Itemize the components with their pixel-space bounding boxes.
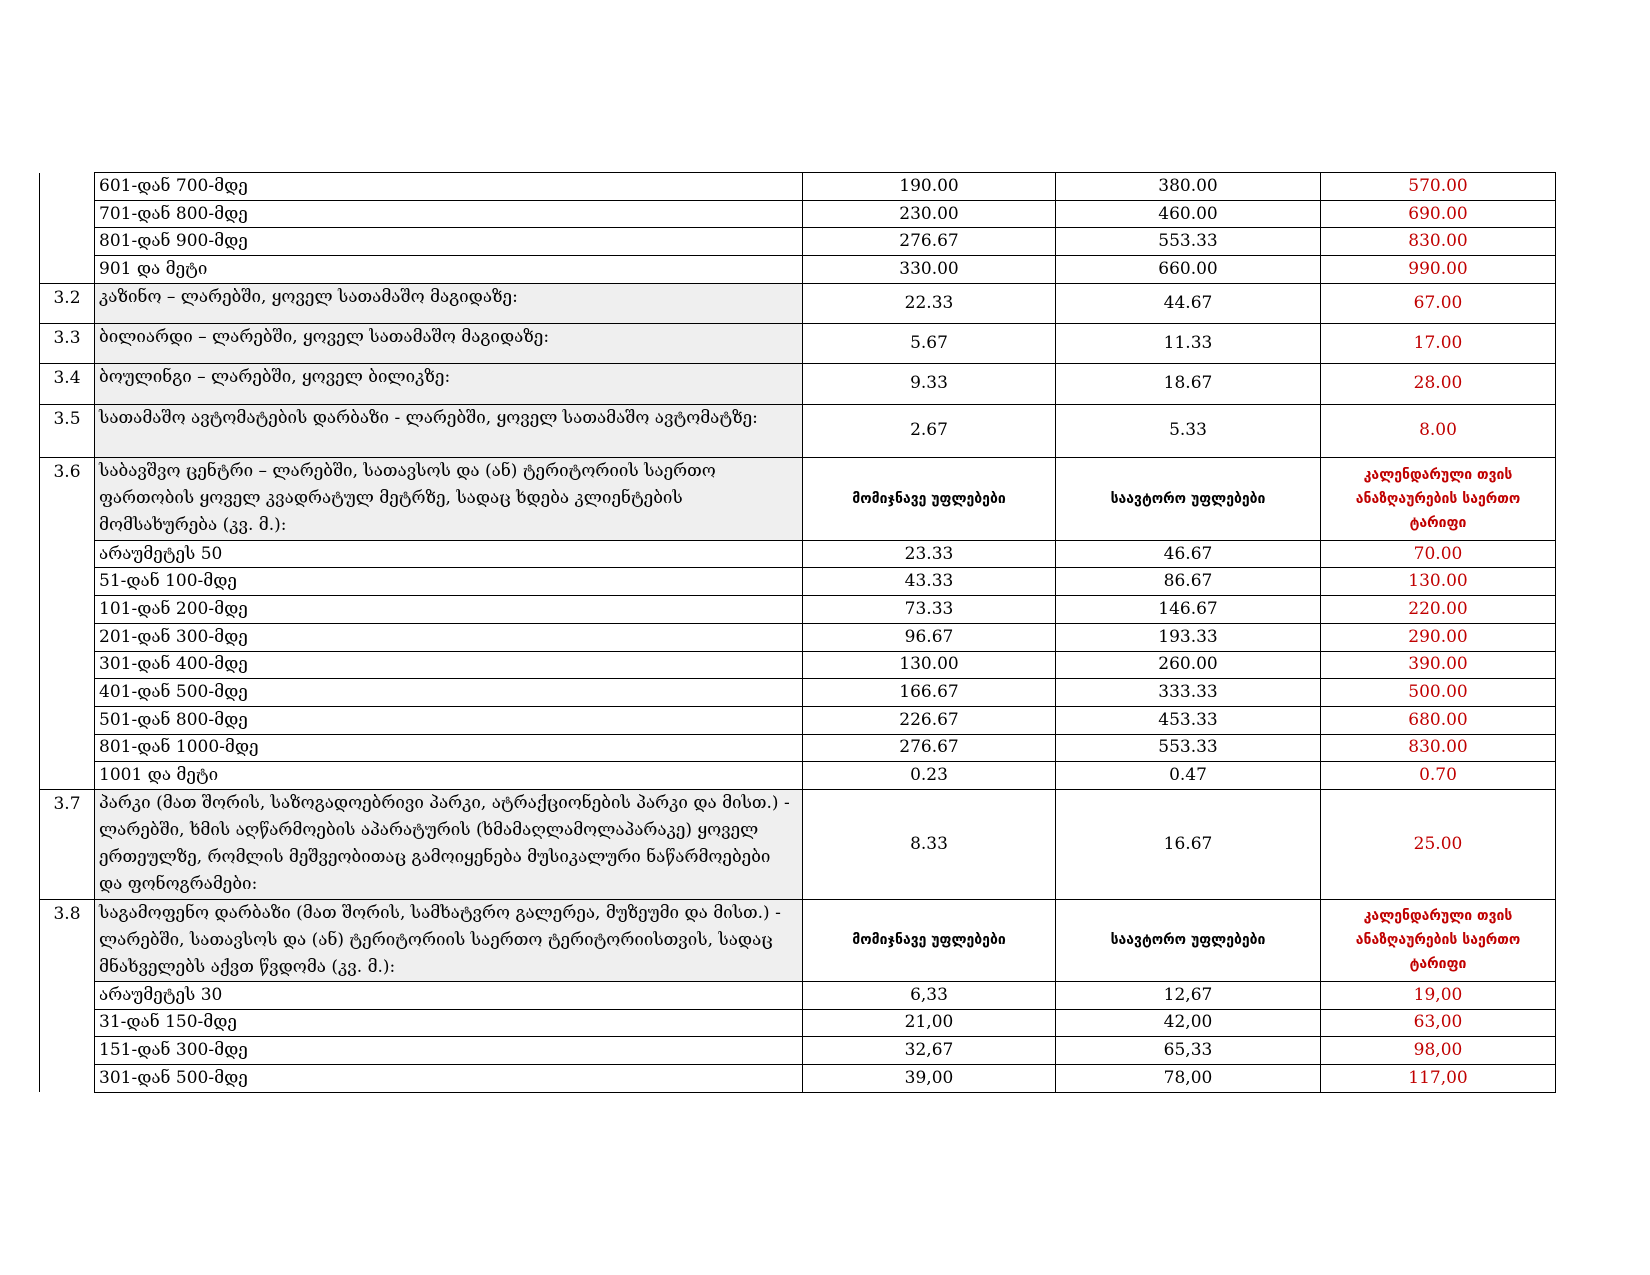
author-rights-value: 16.67 — [1056, 789, 1321, 899]
table-row — [40, 1037, 1556, 1065]
row-range-label: 101-დან 200-მდე — [95, 596, 803, 624]
total-tariff-value: 17.00 — [1321, 323, 1556, 363]
related-rights-value: 73.33 — [803, 596, 1056, 624]
section-title: საბავშვო ცენტრი – ლარებში, სათავსოს და (ან) ტერიტორიის საერთო ფართობის ყოველ კვადრატულ მეტრზე, სადაც ხდება კლიენტების მომსახურება (კვ. მ.): — [95, 457, 803, 540]
related-rights-value: 166.67 — [803, 679, 1056, 707]
author-rights-value: 380.00 — [1056, 173, 1321, 201]
row-range-label: 801-დან 1000-მდე — [95, 734, 803, 762]
total-tariff-value: 290.00 — [1321, 623, 1556, 651]
row-number-cell — [40, 679, 95, 707]
related-rights-value: 23.33 — [803, 540, 1056, 568]
total-tariff-value: 63,00 — [1321, 1009, 1556, 1037]
author-rights-value: 553.33 — [1056, 228, 1321, 256]
total-tariff-value: 500.00 — [1321, 679, 1556, 707]
table-row — [40, 762, 1556, 790]
table-row — [40, 651, 1556, 679]
row-range-label: 501-დან 800-მდე — [95, 706, 803, 734]
row-number-cell — [40, 173, 95, 201]
row-number-cell — [40, 1009, 95, 1037]
author-rights-value: 260.00 — [1056, 651, 1321, 679]
table-row — [40, 734, 1556, 762]
section-title: საგამოფენო დარბაზი (მათ შორის, სამხატვრო გალერეა, მუზეუმი და მისთ.) - ლარებში, სათავსოს და (ან) ტერიტორიის საერთო ტერიტორიისთვის, სადაც მნახველებს აქვთ წვდომა (კვ. მ.): — [95, 899, 803, 981]
row-range-label: 401-დან 500-მდე — [95, 679, 803, 707]
row-number-cell — [40, 734, 95, 762]
table-row — [40, 228, 1556, 256]
related-rights-value: 2.67 — [803, 404, 1056, 457]
row-number-cell — [40, 706, 95, 734]
related-rights-value: 130.00 — [803, 651, 1056, 679]
total-tariff-value: 117,00 — [1321, 1065, 1556, 1093]
total-tariff-value: 390.00 — [1321, 651, 1556, 679]
section-number: 3.4 — [40, 363, 95, 404]
row-number-cell — [40, 256, 95, 284]
related-rights-value: 5.67 — [803, 323, 1056, 363]
row-range-label: 901 და მეტი — [95, 256, 803, 284]
total-tariff-value: 28.00 — [1321, 363, 1556, 404]
table-row — [40, 540, 1556, 568]
section-row-3-8 — [40, 899, 1556, 981]
table-row — [40, 706, 1556, 734]
table-row — [40, 173, 1556, 201]
author-rights-value: 44.67 — [1056, 283, 1321, 323]
row-number-cell — [40, 981, 95, 1009]
total-tariff-value: 830.00 — [1321, 734, 1556, 762]
author-rights-value: 18.67 — [1056, 363, 1321, 404]
total-tariff-value: 98,00 — [1321, 1037, 1556, 1065]
section-title: პარკი (მათ შორის, საზოგადოებრივი პარკი, ატრაქციონების პარკი და მისთ.) - ლარებში, ხმის აღწარმოების აპარატურის (ხმამაღლამოლაპარაკე) ყოველ ერთეულზე, რომლის მეშვეობითაც გამოიყენება მუსიკალური ნაწარმოებები და ფონოგრამები: — [95, 789, 803, 899]
related-rights-value: 0.23 — [803, 762, 1056, 790]
related-rights-value: 39,00 — [803, 1065, 1056, 1093]
related-rights-value: 330.00 — [803, 256, 1056, 284]
table-row — [40, 623, 1556, 651]
row-number-cell — [40, 596, 95, 624]
total-tariff-value: 0.70 — [1321, 762, 1556, 790]
table-row — [40, 1009, 1556, 1037]
section-row-3-2 — [40, 283, 1556, 323]
row-number-cell — [40, 762, 95, 790]
section-row-3-3 — [40, 323, 1556, 363]
table-row — [40, 679, 1556, 707]
row-range-label: არაუმეტეს 30 — [95, 981, 803, 1009]
table-row — [40, 568, 1556, 596]
total-tariff-value: 680.00 — [1321, 706, 1556, 734]
table-row — [40, 1065, 1556, 1093]
row-range-label: 301-დან 500-მდე — [95, 1065, 803, 1093]
author-rights-value: 65,33 — [1056, 1037, 1321, 1065]
author-rights-header: საავტორო უფლებები — [1056, 457, 1321, 540]
section-title: ბოულინგი – ლარებში, ყოველ ბილიკზე: — [95, 363, 803, 404]
row-range-label: 1001 და მეტი — [95, 762, 803, 790]
row-range-label: 701-დან 800-მდე — [95, 200, 803, 228]
total-tariff-value: 830.00 — [1321, 228, 1556, 256]
author-rights-value: 12,67 — [1056, 981, 1321, 1009]
row-range-label: 31-დან 150-მდე — [95, 1009, 803, 1037]
author-rights-value: 660.00 — [1056, 256, 1321, 284]
related-rights-value: 96.67 — [803, 623, 1056, 651]
total-tariff-value: 690.00 — [1321, 200, 1556, 228]
section-number: 3.3 — [40, 323, 95, 363]
related-rights-value: 276.67 — [803, 734, 1056, 762]
section-number: 3.7 — [40, 789, 95, 899]
related-rights-value: 32,67 — [803, 1037, 1056, 1065]
author-rights-value: 5.33 — [1056, 404, 1321, 457]
row-number-cell — [40, 228, 95, 256]
related-rights-value: 6,33 — [803, 981, 1056, 1009]
total-tariff-value: 130.00 — [1321, 568, 1556, 596]
related-rights-value: 21,00 — [803, 1009, 1056, 1037]
related-rights-value: 8.33 — [803, 789, 1056, 899]
author-rights-value: 86.67 — [1056, 568, 1321, 596]
row-number-cell — [40, 568, 95, 596]
author-rights-value: 460.00 — [1056, 200, 1321, 228]
row-range-label: 201-დან 300-მდე — [95, 623, 803, 651]
related-rights-value: 226.67 — [803, 706, 1056, 734]
related-rights-value: 190.00 — [803, 173, 1056, 201]
section-number: 3.5 — [40, 404, 95, 457]
author-rights-value: 42,00 — [1056, 1009, 1321, 1037]
author-rights-value: 0.47 — [1056, 762, 1321, 790]
section-title: კაზინო – ლარებში, ყოველ სათამაშო მაგიდაზე: — [95, 283, 803, 323]
author-rights-value: 11.33 — [1056, 323, 1321, 363]
total-tariff-value: 8.00 — [1321, 404, 1556, 457]
author-rights-value: 46.67 — [1056, 540, 1321, 568]
related-rights-value: 43.33 — [803, 568, 1056, 596]
total-tariff-value: 67.00 — [1321, 283, 1556, 323]
related-rights-value: 22.33 — [803, 283, 1056, 323]
related-rights-header: მომიჯნავე უფლებები — [803, 457, 1056, 540]
section-row-3-5 — [40, 404, 1556, 457]
row-range-label: 601-დან 700-მდე — [95, 173, 803, 201]
author-rights-value: 553.33 — [1056, 734, 1321, 762]
section-row-3-6 — [40, 457, 1556, 540]
total-tariff-value: 70.00 — [1321, 540, 1556, 568]
author-rights-value: 453.33 — [1056, 706, 1321, 734]
row-number-cell — [40, 1065, 95, 1093]
related-rights-header: მომიჯნავე უფლებები — [803, 899, 1056, 981]
author-rights-value: 333.33 — [1056, 679, 1321, 707]
total-tariff-value: 570.00 — [1321, 173, 1556, 201]
author-rights-value: 193.33 — [1056, 623, 1321, 651]
total-tariff-value: 220.00 — [1321, 596, 1556, 624]
table-row — [40, 256, 1556, 284]
table-row — [40, 200, 1556, 228]
row-number-cell — [40, 1037, 95, 1065]
table-row — [40, 596, 1556, 624]
section-number: 3.6 — [40, 457, 95, 540]
row-range-label: არაუმეტეს 50 — [95, 540, 803, 568]
total-tariff-value: 19,00 — [1321, 981, 1556, 1009]
related-rights-value: 230.00 — [803, 200, 1056, 228]
row-number-cell — [40, 200, 95, 228]
total-tariff-value: 25.00 — [1321, 789, 1556, 899]
row-number-cell — [40, 540, 95, 568]
section-title: სათამაშო ავტომატების დარბაზი - ლარებში, ყოველ სათამაშო ავტომატზე: — [95, 404, 803, 457]
row-range-label: 151-დან 300-მდე — [95, 1037, 803, 1065]
related-rights-value: 276.67 — [803, 228, 1056, 256]
table-row — [40, 981, 1556, 1009]
row-number-cell — [40, 623, 95, 651]
total-tariff-header: კალენდარული თვის ანაზღაურების საერთო ტარიფი — [1321, 899, 1556, 981]
row-number-cell — [40, 651, 95, 679]
row-range-label: 801-დან 900-მდე — [95, 228, 803, 256]
section-number: 3.2 — [40, 283, 95, 323]
related-rights-value: 9.33 — [803, 363, 1056, 404]
row-range-label: 301-დან 400-მდე — [95, 651, 803, 679]
author-rights-header: საავტორო უფლებები — [1056, 899, 1321, 981]
section-row-3-4 — [40, 363, 1556, 404]
total-tariff-value: 990.00 — [1321, 256, 1556, 284]
section-title: ბილიარდი – ლარებში, ყოველ სათამაშო მაგიდაზე: — [95, 323, 803, 363]
tariff-table — [39, 172, 1556, 1093]
author-rights-value: 78,00 — [1056, 1065, 1321, 1093]
total-tariff-header: კალენდარული თვის ანაზღაურების საერთო ტარიფი — [1321, 457, 1556, 540]
section-row-3-7 — [40, 789, 1556, 899]
author-rights-value: 146.67 — [1056, 596, 1321, 624]
row-range-label: 51-დან 100-მდე — [95, 568, 803, 596]
section-number: 3.8 — [40, 899, 95, 981]
